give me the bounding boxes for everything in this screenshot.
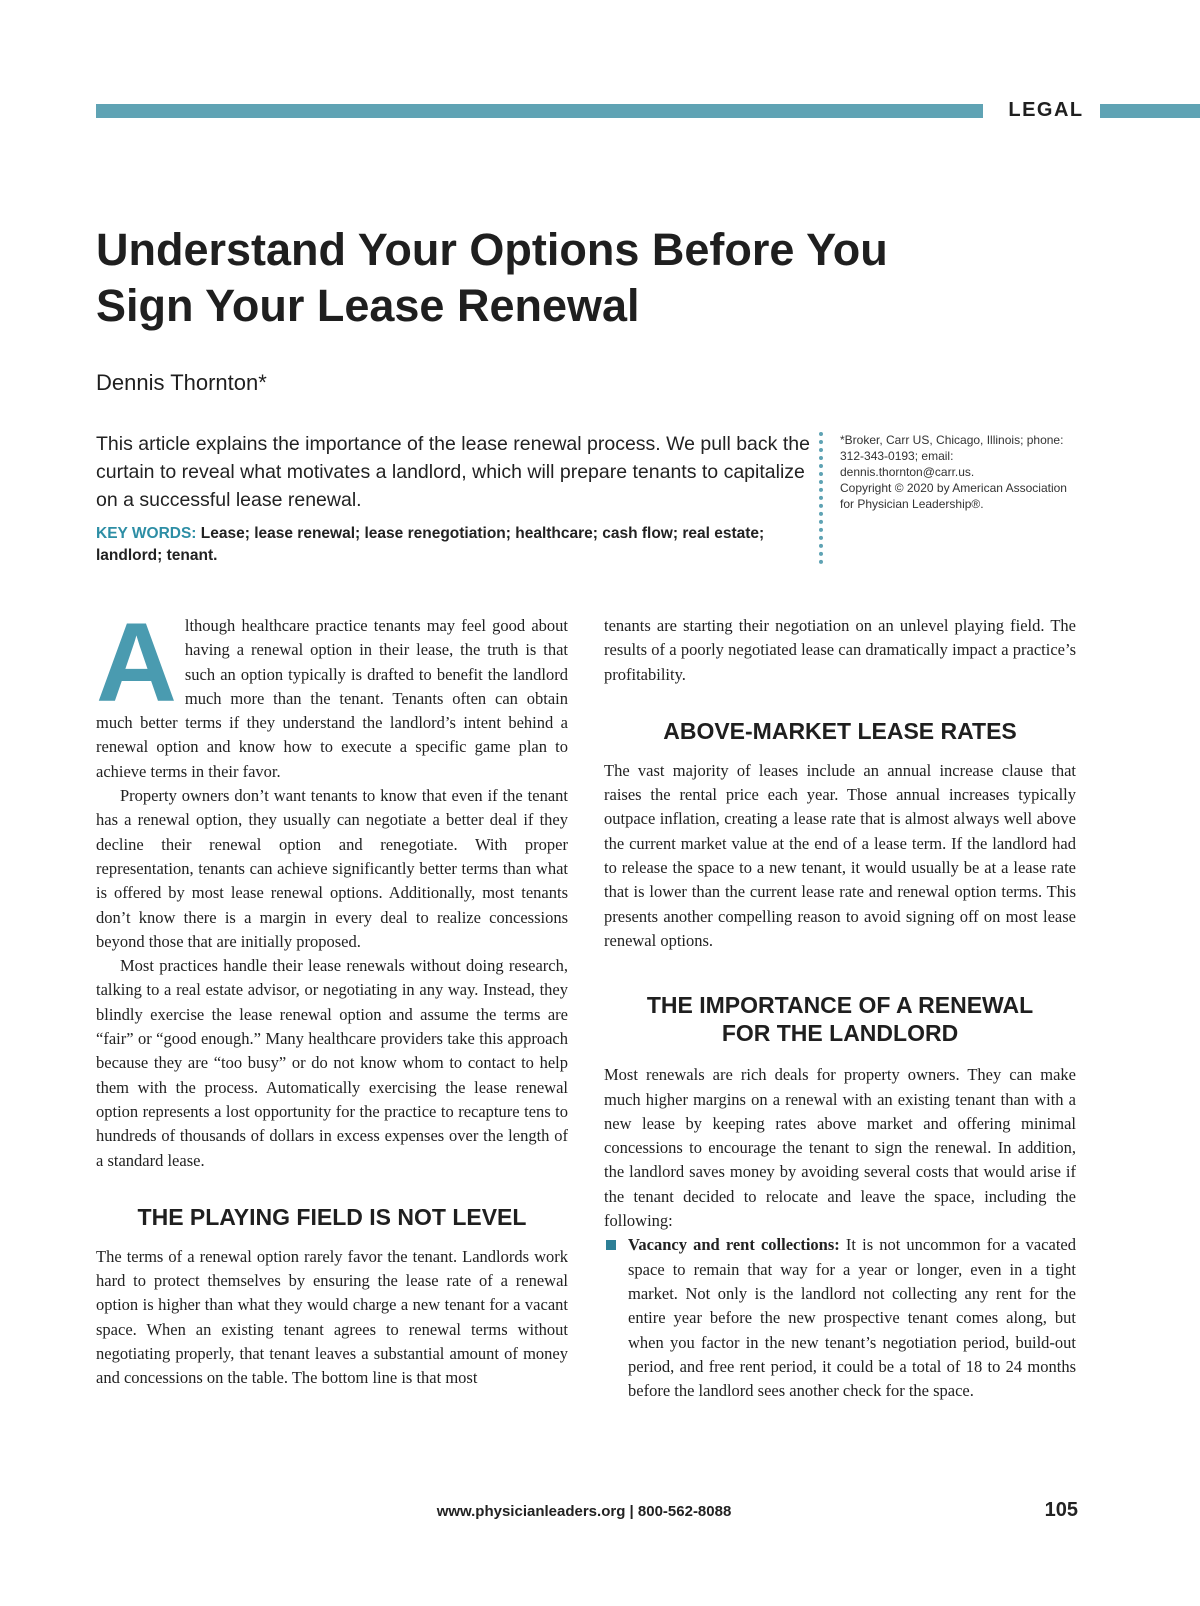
header-rule-left — [96, 104, 983, 118]
keywords-label: KEY WORDS: — [96, 525, 197, 542]
paragraph-intro-text: lthough healthcare practice tenants may feel good about having a renewal option in their lease, the truth is that such an option typically is drafted to benefit the landlord much more than the tenant. Tenants often can obtain much better terms if they understand the landlord’s intent behind a renewal option and know how to execute a specific game plan to achieve terms in their favor. — [96, 616, 568, 781]
author-name: Dennis Thornton* — [96, 370, 267, 395]
page-number: 105 — [1044, 1499, 1078, 1521]
section-heading — [604, 991, 1076, 1047]
footnote-affiliation: *Broker, Carr US, Chicago, Illinois; phone: 312-343-0193; email: dennis.thornton@carr.us. — [840, 433, 1064, 479]
paragraph: The terms of a renewal option rarely favor the tenant. Landlords work hard to protect themselves by ensuring the lease rate of a renewal option is higher than what they would charge a new tenant for a vacant space. When an existing tenant agrees to renewal terms without negotiating properly, that tenant leaves a substantial amount of money and concessions on the table. The bottom line is that most — [96, 1246, 568, 1388]
section-label: LEGAL — [1008, 99, 1084, 121]
left-column — [96, 600, 568, 1391]
section-heading: ABOVE-MARKET LEASE RATES — [663, 717, 1017, 744]
right-column — [604, 614, 1076, 1403]
bullet-item — [604, 1233, 1076, 1403]
square-bullet-icon — [606, 1240, 616, 1250]
abstract: This article explains the importance of the lease renewal process. We pull back the curtain to reveal what motivates a landlord, which will prepare tenants to capitalize on a successful lease renewal. — [96, 433, 810, 511]
footnote-copyright: Copyright © 2020 by American Association for Physician Leadership®. — [840, 481, 1067, 511]
header-rule-right — [1100, 104, 1200, 118]
keywords-text: Lease; lease renewal; lease renegotiation; healthcare; cash flow; real estate; landlord; tenant. — [96, 525, 765, 564]
keywords — [96, 523, 796, 567]
paragraph: Most practices handle their lease renewals without doing research, talking to a real estate advisor, or negotiating in any way. Instead, they blindly exercise the lease renewal option and assume the terms are “fair” or “good enough.” Many healthcare providers take this approach because they are “too busy” or do not know whom to contact to help them with the process. Automatically exercising the lease renewal option represents a lost opportunity for the practice to recapture tens to hundreds of thousands of dollars in excess expenses over the length of a standard lease. — [96, 956, 568, 1170]
paragraph: tenants are starting their negotiation on an unlevel playing field. The results of a poorly negotiated lease can dramatically impact a practice’s profitability. — [604, 616, 1076, 684]
bullet-title: Vacancy and rent collections: — [628, 1235, 840, 1255]
paragraph: Most renewals are rich deals for property owners. They can make much higher margins on a renewal with an existing tenant than with a new lease by keeping rates above market and offering minimal concessions to encourage the tenant to sign the renewal. In addition, the landlord saves money by avoiding several costs that would arise if the tenant decided to relocate and leave the space, including the following: — [604, 1065, 1076, 1231]
author-footnote — [840, 432, 1072, 512]
heading-line-2: FOR THE LANDLORD — [721, 1020, 959, 1047]
paragraph: The vast majority of leases include an annual increase clause that raises the rental price each year. Those annual increases typically outpace inflation, creating a lease rate that is almost always well above the current market value at the end of a lease term. If the landlord had to release the space to a new tenant, it would usually be at a lease rate that is lower than the current lease rate and renewal option terms. This presents another compelling reason to avoid signing off on most lease renewal options. — [604, 760, 1076, 950]
article-title — [96, 222, 996, 334]
dotted-divider — [819, 432, 823, 564]
paragraph: Property owners don’t want tenants to know that even if the tenant has a renewal option, they usually can negotiate a better deal if they decline their renewal option and renegotiate. With proper representation, tenants can achieve significantly better terms than what is offered by most lease renewal options. Additionally, most tenants don’t know there is a margin in every deal to realize concessions beyond those that are initially proposed. — [96, 786, 568, 951]
bullet-text: It is not uncommon for a vacated space to remain that way for a year or longer, even in a tight market. Not only is the landlord not collecting any rent for the entire year before the new prospective tenant comes along, but when you factor in the new tenant’s negotiation period, build-out period, and free rent period, it could be a total of 18 to 24 months before the landlord sees another check for the space. — [628, 1235, 1076, 1401]
footer-contact: www.physicianleaders.org | 800-562-8088 — [436, 1503, 732, 1520]
paragraph-intro — [96, 600, 568, 784]
title-line-1: Understand Your Options Before You — [96, 224, 888, 275]
drop-cap: A — [96, 600, 177, 725]
title-line-2: Sign Your Lease Renewal — [96, 280, 640, 331]
heading-line-1: THE IMPORTANCE OF A RENEWAL — [646, 992, 1034, 1019]
section-heading: THE PLAYING FIELD IS NOT LEVEL — [137, 1203, 527, 1230]
